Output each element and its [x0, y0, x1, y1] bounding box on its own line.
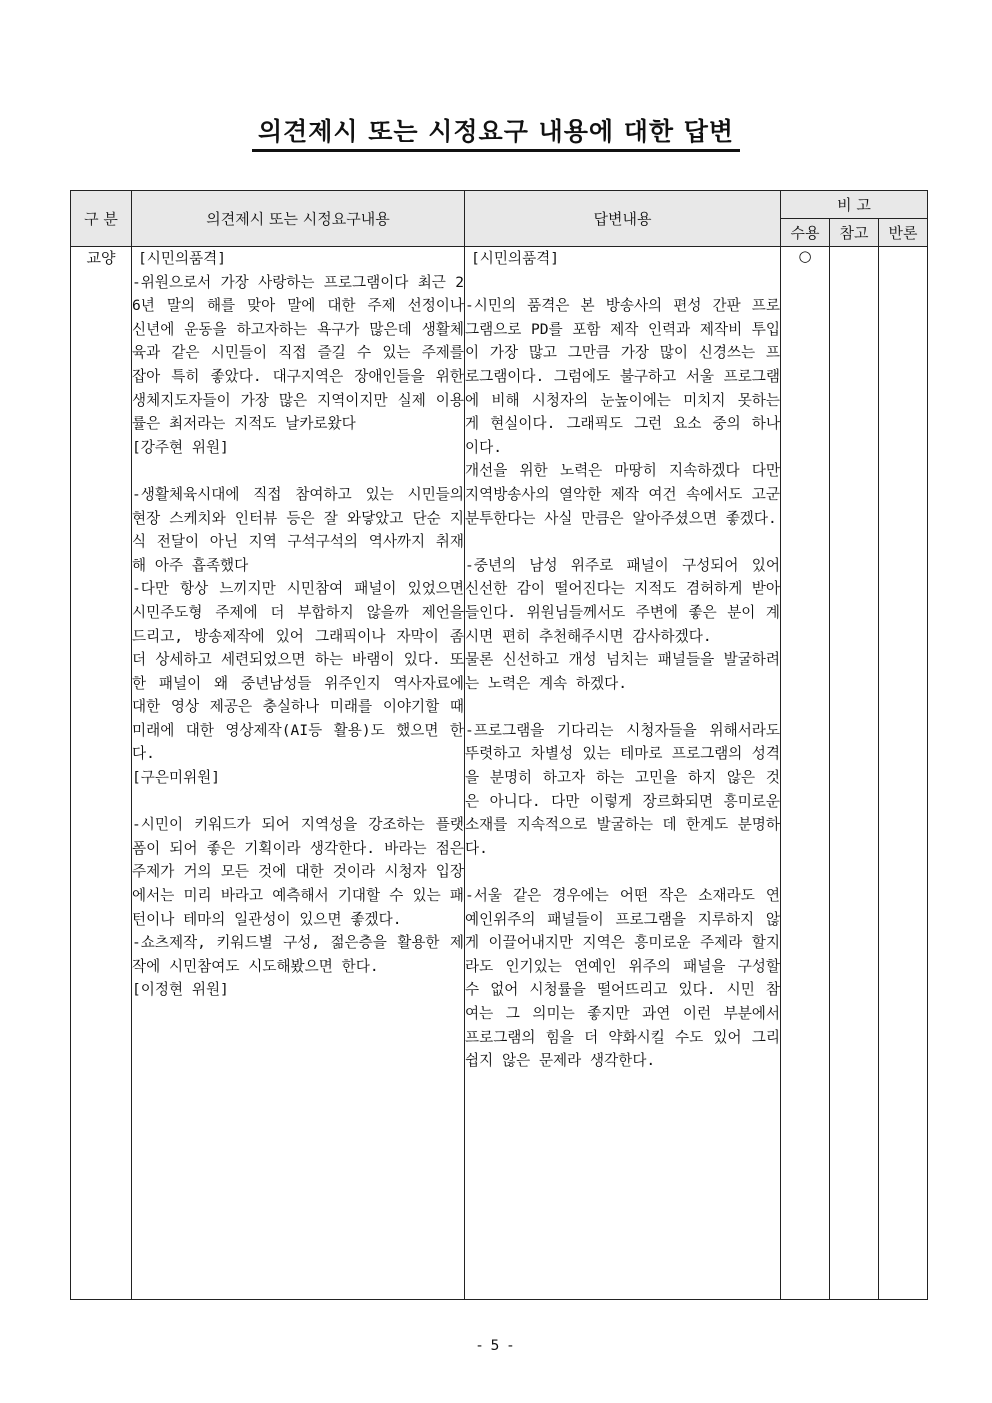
document-title — [0, 112, 992, 148]
spacer — [465, 695, 780, 719]
accept-mark: ○ — [781, 247, 830, 1300]
opinion-paragraph: -다만 항상 느끼지만 시민참여 패널이 있었으면 시민주도형 주제에 더 부합하지 않을까 제언을 드리고, 방송제작에 있어 그래픽이나 자막이 좀 더 상세하고 세련되었으면 하는 바램이 있다. 또한 패널이 왜 중년남성들 위주인지 역사자료에 대한 영상 제공은 충실하나 미래를 이야기할 때 미래에 대한 영상제작(AI등 활용)도 했으면 한다. — [132, 580, 464, 763]
answer-heading: [시민의품격] — [471, 250, 560, 267]
spacer — [132, 459, 464, 483]
opinion-paragraph: -생활체육시대에 직접 참여하고 있는 시민들의 현장 스케치와 인터뷰 등은 잘 와닿았고 단순 지식 전달이 아닌 지역 구석구석의 역사까지 취재해 아주 흡족했다 — [132, 485, 464, 574]
category-cell: 교양 — [71, 247, 132, 1300]
opinion-paragraph: -위원으로서 가장 사랑하는 프로그램이다 최근 26년 말의 해를 맞아 말에 대한 주제 선정이나 신년에 운동을 하고자하는 욕구가 많은데 생활체육과 같은 시민들이 직접 즐길 수 있는 주제를 잡아 특히 좋았다. 대구지역은 장애인들을 위한 생체지도자들이 가장 많은 지역이지만 실제 이용률은 최저라는 지적도 날카로왔다 — [132, 273, 464, 433]
opinions-cell — [132, 247, 465, 1300]
header-answer: 답변내용 — [465, 191, 781, 247]
answer-paragraph: -중년의 남성 위주로 패널이 구성되어 있어 신선한 감이 떨어진다는 지적도 겸허하게 받아들인다. 위원님들께서도 주변에 좋은 분이 계시면 편히 추천해주시면 감사하겠다. — [465, 556, 780, 645]
opinion-author: [이정현 위원] — [132, 981, 229, 999]
answer-paragraph: -시민의 품격은 본 방송사의 편성 간판 프로그램으로 PD를 포함 제작 인력과 제작비 투입이 가장 많고 그만큼 가장 많이 신경쓰는 프로그램이다. 그럼에도 불구하고 서울 프로그램에 비해 시청자의 눈높이에는 미치지 못하는 게 현실이다. 그래픽도 그런 요소 중의 하나이다. — [465, 297, 780, 456]
response-table — [70, 190, 928, 1300]
header-category: 구 분 — [71, 191, 132, 247]
header-refute: 반론 — [879, 219, 928, 247]
opinion-author: [구은미위원] — [132, 769, 221, 787]
document-title-text: 의견제시 또는 시정요구 내용에 대한 답변 — [252, 117, 740, 152]
answers-cell — [465, 247, 781, 1300]
refute-mark — [879, 247, 928, 1300]
header-reference: 참고 — [830, 219, 879, 247]
answer-paragraph: 물론 신선하고 개성 넘치는 패널들을 발굴하려는 노력은 계속 하겠다. — [465, 651, 780, 692]
answer-paragraph: 개선을 위한 노력은 마땅히 지속하겠다 다만 지역방송사의 열악한 제작 여건 속에서도 고군분투한다는 사실 만큼은 알아주셨으면 좋겠다. — [465, 462, 780, 527]
answer-paragraph: -프로그램을 기다리는 시청자들을 위해서라도 뚜렷하고 차별성 있는 테마로 프로그램의 성격을 분명히 하고자 하는 고민을 하지 않은 것은 아니다. 다만 이렇게 장르화되면 흥미로운 소재를 지속적으로 발굴하는 데 한계도 분명하다. — [465, 721, 780, 857]
answer-paragraph: -서울 같은 경우에는 어떤 작은 소재라도 연예인위주의 패널들이 프로그램을 지루하지 않게 이끌어내지만 지역은 흥미로운 주제라 할지라도 인기있는 연예인 위주의 패널을 구성할 수 없어 시청률을 떨어뜨리고 있다. 시민 참여는 그 의미는 좋지만 과연 이런 부분에서 프로그램의 힘을 더 약화시킬 수도 있어 그리 쉽지 않은 문제라 생각한다. — [465, 887, 780, 1070]
opinion-author: [강주현 위원] — [132, 438, 229, 456]
spacer — [465, 530, 780, 554]
spacer — [132, 790, 464, 814]
opinion-heading: [시민의품격] — [138, 250, 227, 267]
header-remarks: 비 고 — [781, 191, 928, 219]
opinion-paragraph: -시민이 키워드가 되어 지역성을 강조하는 플랫폼이 되어 좋은 기획이라 생각한다. 바라는 점은 주제가 거의 모든 것에 대한 것이라 시청자 입장에서는 미리 바라고 예측해서 기대할 수 있는 패턴이나 테마의 일관성이 있으면 좋겠다. — [132, 816, 464, 928]
header-opinion: 의견제시 또는 시정요구내용 — [132, 191, 465, 247]
reference-mark — [830, 247, 879, 1300]
opinion-paragraph: -쇼츠제작, 키워드별 구성, 젊은층을 활용한 제작에 시민참여도 시도해봤으면 한다. — [132, 934, 464, 975]
header-accept: 수용 — [781, 219, 830, 247]
spacer — [465, 860, 780, 884]
page-number: - 5 - — [477, 1338, 515, 1354]
spacer — [465, 271, 780, 295]
